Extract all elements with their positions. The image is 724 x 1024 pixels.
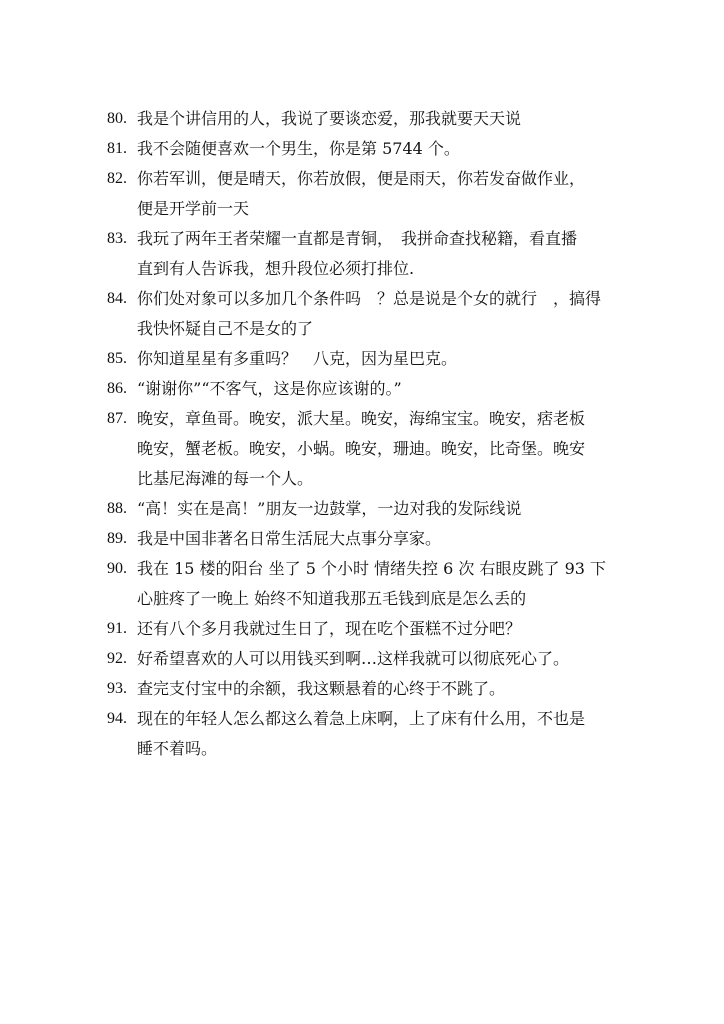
list-item	[107, 224, 627, 284]
item-text-line: “高！实在是高！”朋友一边鼓掌，一边对我的发际线说	[137, 499, 522, 518]
item-text-line: 便是开学前一天	[137, 199, 250, 218]
list-item	[107, 134, 627, 164]
item-number: 85.	[107, 350, 127, 367]
item-number: 94.	[107, 710, 127, 727]
list-item	[107, 284, 627, 344]
item-text-line: 我在 15 楼的阳台 坐了 5 个小时 情绪失控 6 次 右眼皮跳了 93 下	[137, 559, 607, 578]
list-item	[107, 554, 627, 614]
item-text-line: 还有八个多月我就过生日了，现在吃个蛋糕不过分吧？	[137, 619, 522, 638]
item-text-line: 你若军训，便是晴天，你若放假，便是雨天，你若发奋做作业，	[137, 169, 586, 188]
item-text-line: 你们处对象可以多加几个条件吗 ？总是说是个女的就行 ，搞得	[137, 289, 602, 308]
list-item	[107, 374, 627, 404]
list-item	[107, 644, 627, 674]
item-text-line: 好希望喜欢的人可以用钱买到啊…这样我就可以彻底死心了。	[137, 649, 570, 668]
list-item	[107, 404, 627, 494]
list-item	[107, 494, 627, 524]
item-text-line: 比基尼海滩的每一个人。	[137, 469, 314, 488]
item-number: 91.	[107, 620, 127, 637]
item-number: 93.	[107, 680, 127, 697]
item-number: 86.	[107, 380, 127, 397]
item-number: 92.	[107, 650, 127, 667]
item-text-line: 你知道星星有多重吗？ 八克，因为星巴克。	[137, 349, 458, 368]
item-text-line: 我不会随便喜欢一个男生，你是第 5744 个。	[137, 139, 460, 158]
item-text-line: 心脏疼了一晚上 始终不知道我那五毛钱到底是怎么丢的	[137, 589, 527, 608]
item-text-line: 晚安，蟹老板。晚安，小蜗。晚安，珊迪。晚安，比奇堡。晚安	[137, 439, 586, 458]
list-item	[107, 164, 627, 224]
item-text-line: 查完支付宝中的余额，我这颗悬着的心终于不跳了。	[137, 679, 506, 698]
list-item	[107, 104, 627, 134]
item-text-line: 我是个讲信用的人，我说了要谈恋爱，那我就要天天说	[137, 109, 522, 128]
item-text-line: 我玩了两年王者荣耀一直都是青铜， 我拼命查找秘籍，看直播	[137, 229, 578, 248]
item-number: 83.	[107, 230, 127, 247]
list-item	[107, 344, 627, 374]
item-number: 90.	[107, 560, 127, 577]
item-number: 88.	[107, 500, 127, 517]
item-text-line: 睡不着吗。	[137, 739, 218, 758]
list-item	[107, 614, 627, 644]
item-text-line: 我快怀疑自己不是女的了	[137, 319, 314, 338]
item-number: 81.	[107, 140, 127, 157]
item-text-line: 直到有人告诉我，想升段位必须打排位.	[137, 259, 415, 278]
item-number: 84.	[107, 290, 127, 307]
item-text-line: 现在的年轻人怎么都这么着急上床啊，上了床有什么用，不也是	[137, 709, 586, 728]
item-text-line: 我是中国非著名日常生活屁大点事分享家。	[137, 529, 442, 548]
numbered-list	[107, 104, 627, 764]
item-number: 87.	[107, 410, 127, 427]
list-item	[107, 524, 627, 554]
item-number: 80.	[107, 110, 127, 127]
item-number: 82.	[107, 170, 127, 187]
item-text-line: “谢谢你”“不客气，这是你应该谢的。”	[137, 379, 402, 398]
item-text-line: 晚安，章鱼哥。晚安，派大星。晚安，海绵宝宝。晚安，痞老板	[137, 409, 586, 428]
item-number: 89.	[107, 530, 127, 547]
list-item	[107, 674, 627, 704]
list-item	[107, 704, 627, 764]
